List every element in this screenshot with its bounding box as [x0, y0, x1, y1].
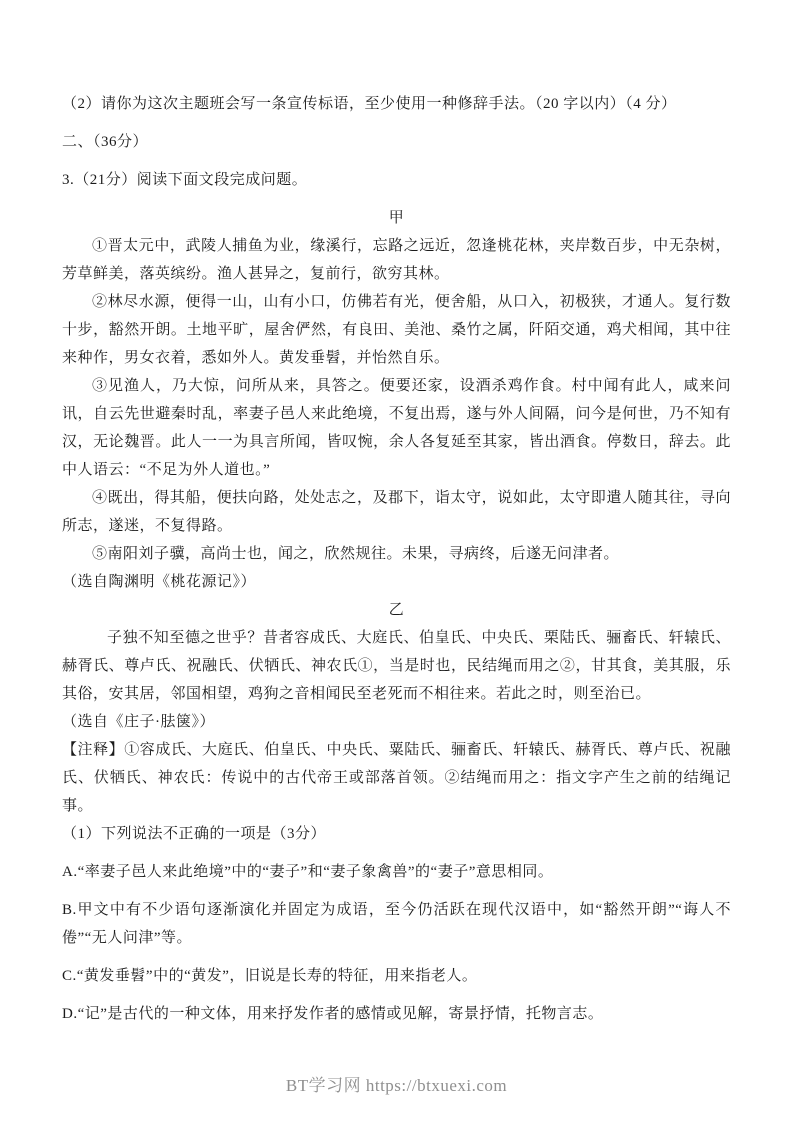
paragraph: （选自陶渊明《桃花源记》） — [62, 574, 257, 590]
paragraph: ①晋太元中，武陵人捕鱼为业，缘溪行，忘路之远近，忽逢桃花林，夹岸数百步，中无杂树，芳草鲜美，落英缤纷。渔人甚异之，复前行，欲穷其林。 — [62, 238, 731, 282]
paragraph: ④既出，得其船，便扶向路，处处志之，及郡下，诣太守，说如此，太守即遣人随其往，寻向所志，遂迷，不复得路。 — [62, 490, 731, 534]
paragraph: ③见渔人，乃大惊，问所从来，具答之。便要还家，设酒杀鸡作食。村中闻有此人，咸来问讯，自云先世避秦时乱，率妻子邑人来此绝境，不复出焉，遂与外人间隔，问今是何世，乃不知有汉，无论魏晋。此人一一为具言所闻，皆叹惋，余人各复延至其家，皆出酒食。停数日，辞去。此中人语云：“不足为外人道也。” — [62, 378, 731, 478]
paragraph: 3.（21分）阅读下面文段完成问题。 — [62, 172, 308, 188]
page-footer — [0, 1071, 793, 1096]
paragraph: ②林尽水源，便得一山，山有小口，仿佛若有光，便舍船，从口入，初极狭，才通人。复行数十步，豁然开朗。土地平旷，屋舍俨然，有良田、美池、桑竹之属，阡陌交通，鸡犬相闻，其中往来种作，男女衣着，悉如外人。黄发垂髫，并怡然自乐。 — [62, 294, 731, 366]
paragraph: 二、（36分） — [62, 134, 149, 150]
paragraph: 乙 — [388, 602, 405, 618]
paragraph: A.“率妻子邑人来此绝境”中的“妻子”和“妻子象禽兽”的“妻子”意思相同。 — [62, 864, 554, 880]
paragraph: 【注释】①容成氏、大庭氏、伯皇氏、中央氏、粟陆氏、骊畜氏、轩辕氏、赫胥氏、尊卢氏、祝融氏、伏牺氏、神农氏：传说中的古代帝王或部落首领。②结绳而用之：指文字产生之前的结绳记事。 — [62, 742, 731, 814]
paragraph: D.“记”是古代的一种文体，用来抒发作者的感情或见解，寄景抒情，托物言志。 — [62, 1006, 604, 1022]
paragraph: ⑤南阳刘子骥，高尚士也，闻之，欣然规往。未果，寻病终，后遂无问津者。 — [92, 546, 620, 562]
paragraph: （选自《庄子·胠箧》） — [62, 714, 215, 730]
paragraph: 甲 — [388, 210, 405, 226]
footer-watermark: BT学习网 https://btxuexi.com — [285, 1076, 508, 1095]
paragraph: C.“黄发垂髫”中的“黄发”，旧说是长寿的特征，用来指老人。 — [62, 968, 478, 984]
paragraph: （2）请你为这次主题班会写一条宣传标语，至少使用一种修辞手法。（20 字以内）（4 分） — [62, 96, 677, 112]
paragraph: （1）下列说法不正确的一项是（3分） — [62, 826, 327, 842]
paragraph: 子独不知至德之世乎？昔者容成氏、大庭氏、伯皇氏、中央氏、栗陆氏、骊畜氏、轩辕氏、赫胥氏、尊卢氏、祝融氏、伏牺氏、神农氏①，当是时也，民结绳而用之②，甘其食，美其服，乐其俗，安其居，邻国相望，鸡狗之音相闻民至老死而不相往来。若此之时，则至治已。 — [62, 630, 731, 702]
paragraph: B.甲文中有不少语句逐渐演化并固定为成语，至今仍活跃在现代汉语中，如“豁然开朗”“诲人不倦”“无人问津”等。 — [62, 902, 731, 946]
